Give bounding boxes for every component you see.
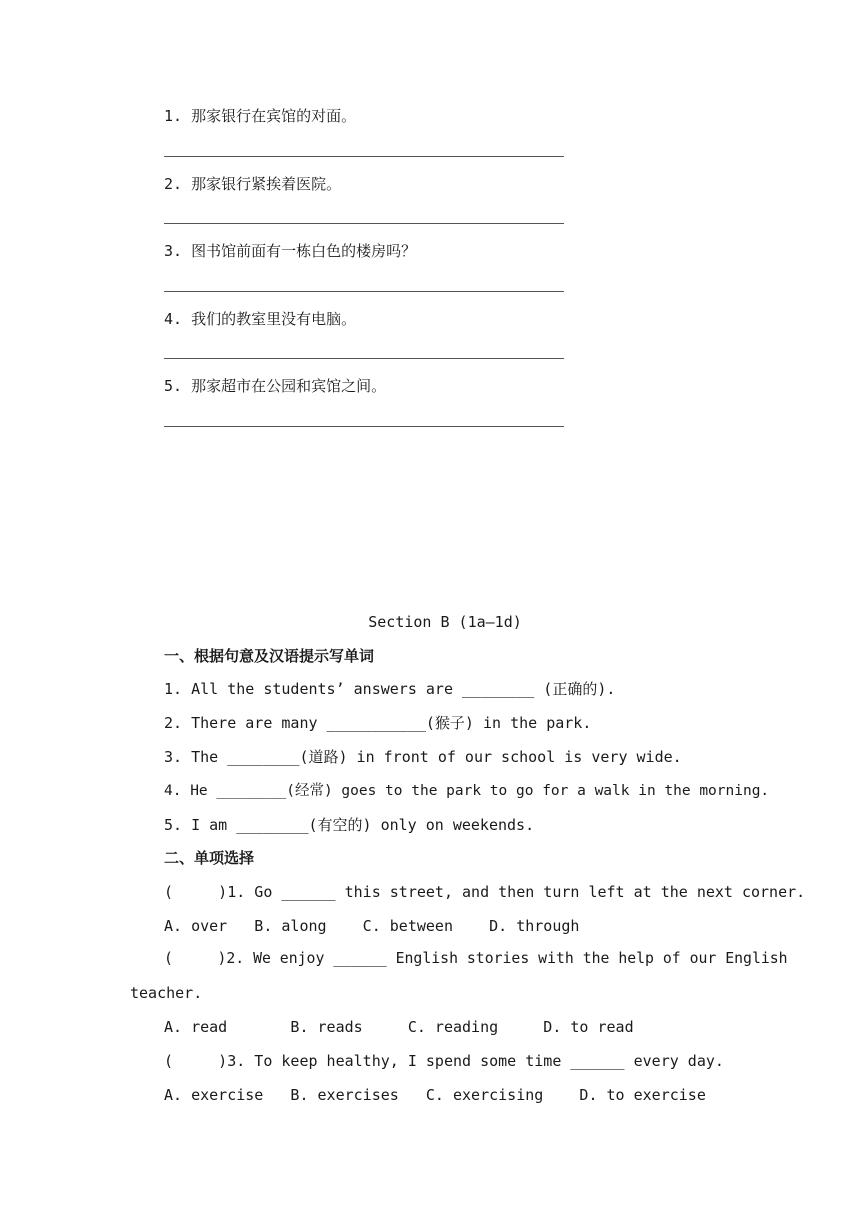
mc-options-3: A. exercise B. exercises C. exercising D. to exercise: [164, 1086, 706, 1104]
mc-options-1: A. over B. along C. between D. through: [164, 917, 580, 935]
translation-item-4: 4. 我们的教室里没有电脑。: [164, 310, 357, 328]
fill-item-1: 1. All the students’ answers are ________ (正确的).: [164, 680, 616, 698]
fill-item-4: 4. He ________(经常) goes to the park to go for a walk in the morning.: [164, 783, 770, 799]
answer-line-3[interactable]: [164, 291, 564, 292]
part2-heading: 二、单项选择: [164, 849, 255, 867]
mc-options-2: A. read B. reads C. reading D. to read: [164, 1018, 634, 1036]
answer-line-4[interactable]: [164, 358, 564, 359]
translation-item-3: 3. 图书馆前面有一栋白色的楼房吗？: [164, 242, 417, 260]
section-title: Section B (1a—1d): [368, 613, 522, 631]
answer-line-5[interactable]: [164, 426, 564, 427]
fill-item-5: 5. I am ________(有空的) only on weekends.: [164, 816, 535, 834]
mc-question-3: ( )3. To keep healthy, I spend some time ______ every day.: [164, 1052, 724, 1070]
part1-heading: 一、根据句意及汉语提示写单词: [164, 647, 375, 665]
translation-item-2: 2. 那家银行紧挨着医院。: [164, 175, 342, 193]
mc-question-1: ( )1. Go ______ this street, and then turn left at the next corner.: [164, 883, 806, 901]
translation-item-1: 1. 那家银行在宾馆的对面。: [164, 107, 357, 125]
translation-item-5: 5. 那家超市在公园和宾馆之间。: [164, 377, 387, 395]
mc-question-2: ( )2. We enjoy ______ English stories with the help of our English: [164, 950, 788, 967]
mc-question-2-cont: teacher.: [130, 984, 203, 1002]
fill-item-2: 2. There are many ___________(猴子) in the park.: [164, 714, 592, 732]
answer-line-2[interactable]: [164, 223, 564, 224]
answer-line-1[interactable]: [164, 156, 564, 157]
fill-item-3: 3. The ________(道路) in front of our school is very wide.: [164, 748, 682, 766]
